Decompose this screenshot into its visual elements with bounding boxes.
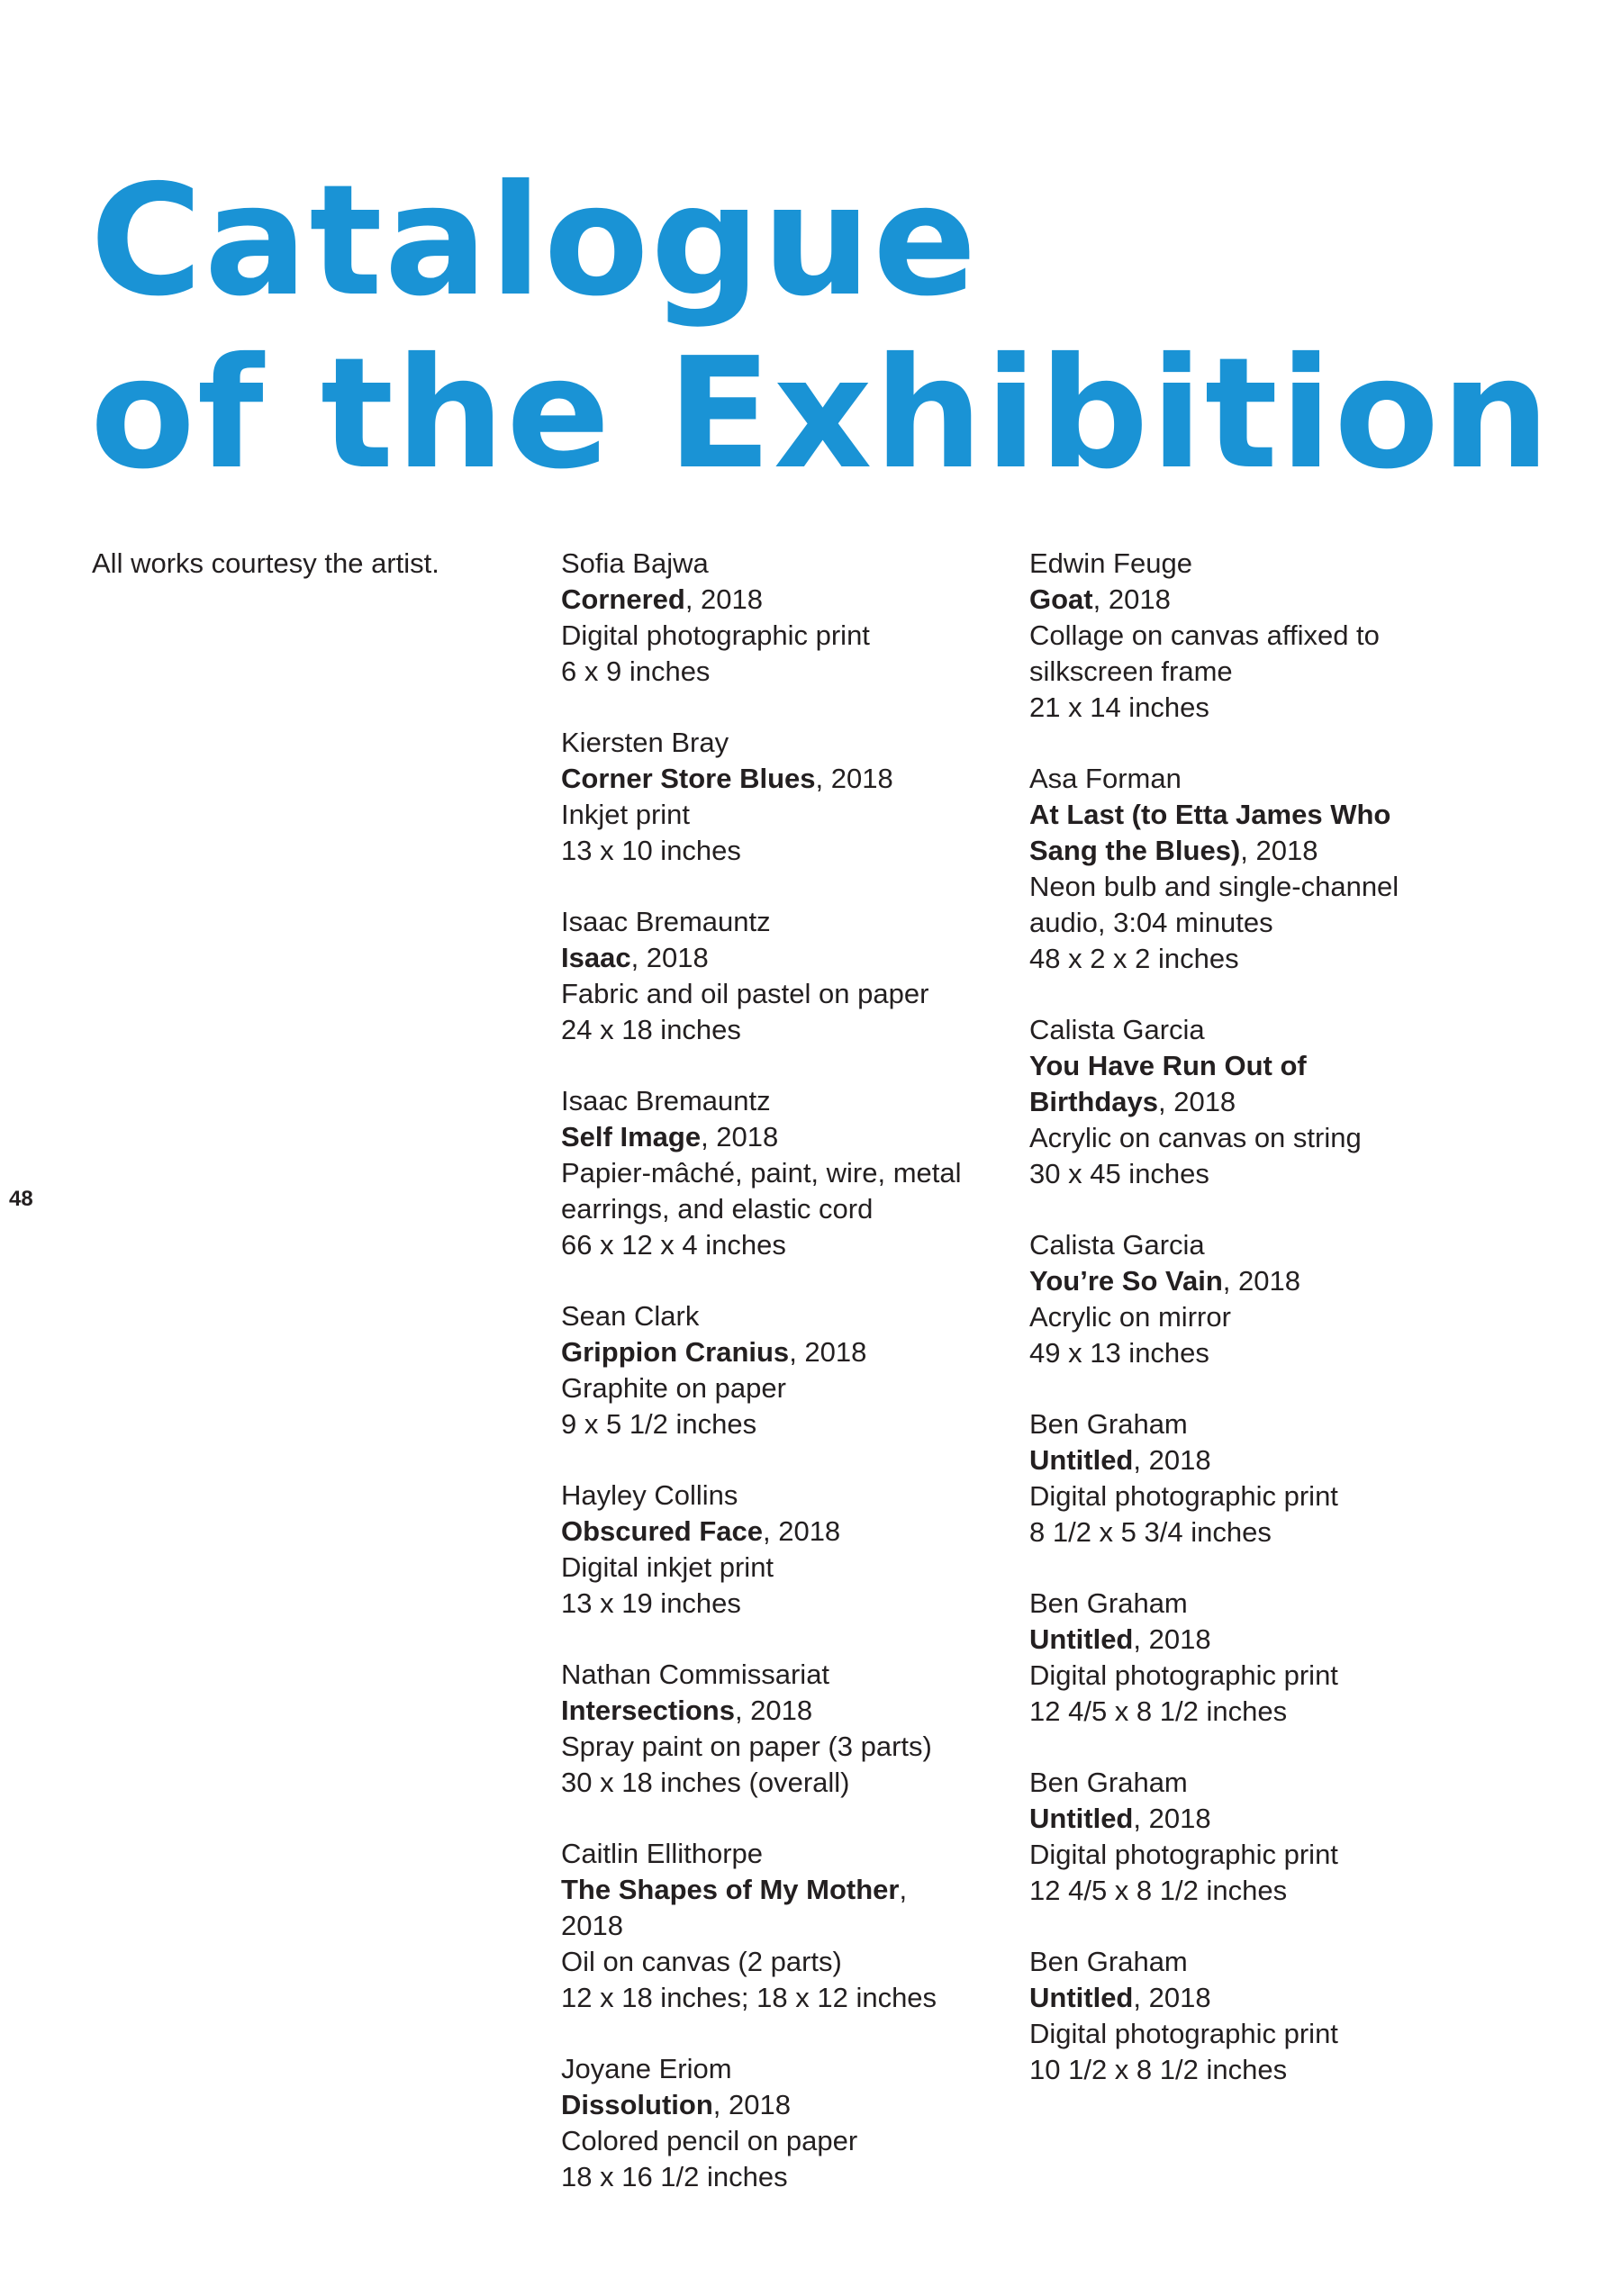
- artwork-medium: Digital photographic print: [561, 619, 870, 651]
- artwork-dimensions: 48 x 2 x 2 inches: [1029, 943, 1239, 974]
- artwork-medium: Digital photographic print: [1029, 1480, 1338, 1512]
- artwork-year: , 2018: [1133, 1803, 1211, 1834]
- title-line-1: Catalogue: [90, 152, 979, 330]
- catalogue-column-1: [561, 546, 984, 2230]
- artwork-title: Isaac: [561, 942, 631, 973]
- artwork-year: , 2018: [734, 1695, 813, 1726]
- artwork-dimensions: 30 x 18 inches (overall): [561, 1767, 850, 1798]
- artwork-medium: audio, 3:04 minutes: [1029, 907, 1273, 938]
- artwork-year: , 2018: [762, 1515, 841, 1547]
- artwork-year: , 2018: [1240, 835, 1318, 866]
- artwork-medium: Acrylic on canvas on string: [1029, 1122, 1362, 1153]
- artwork-title: Dissolution: [561, 2089, 713, 2120]
- catalogue-entry: [561, 1298, 984, 1442]
- artwork-dimensions: 24 x 18 inches: [561, 1014, 741, 1045]
- artwork-dimensions: 13 x 10 inches: [561, 835, 741, 866]
- artist-name: Calista Garcia: [1029, 1014, 1205, 1045]
- artwork-year: , 2018: [701, 1121, 779, 1153]
- artwork-medium: Digital photographic print: [1029, 1839, 1338, 1870]
- catalogue-entry: [1029, 1012, 1444, 1192]
- artwork-title-line: [1029, 1048, 1444, 1084]
- artwork-year: , 2018: [815, 763, 893, 794]
- artist-name: Joyane Eriom: [561, 2053, 732, 2084]
- page-title: [90, 152, 1553, 503]
- artwork-year: , 2018: [684, 583, 764, 615]
- artist-name: Isaac Bremauntz: [561, 906, 771, 937]
- catalogue-entry: [1029, 1406, 1444, 1550]
- artist-name: Edwin Feuge: [1029, 547, 1192, 579]
- artist-name: Sean Clark: [561, 1300, 700, 1332]
- artwork-dimensions: 13 x 19 inches: [561, 1587, 741, 1619]
- catalogue-entry: [561, 904, 984, 1048]
- artist-name: Calista Garcia: [1029, 1229, 1205, 1261]
- artwork-dimensions: 6 x 9 inches: [561, 655, 711, 687]
- artwork-medium: Collage on canvas affixed to: [1029, 619, 1380, 651]
- artwork-title: You’re So Vain: [1029, 1265, 1223, 1297]
- artist-name: Ben Graham: [1029, 1408, 1188, 1440]
- artwork-year: , 2018: [630, 942, 709, 973]
- artwork-title: At Last (to Etta James Who: [1029, 799, 1391, 830]
- artwork-medium: Papier-mâché, paint, wire, metal: [561, 1157, 962, 1189]
- artwork-title: Untitled: [1029, 1982, 1134, 2013]
- artist-name: Caitlin Ellithorpe: [561, 1838, 763, 1869]
- artwork-title-line: [561, 582, 984, 618]
- artwork-title-line: [561, 2087, 984, 2123]
- artwork-title-continued: Sang the Blues): [1029, 835, 1241, 866]
- artwork-medium: Neon bulb and single-channel: [1029, 871, 1399, 902]
- artwork-dimensions: 12 4/5 x 8 1/2 inches: [1029, 1875, 1288, 1906]
- artwork-title-line: [561, 1693, 984, 1729]
- artwork-title: Self Image: [561, 1121, 702, 1153]
- artwork-title-line: [561, 1872, 984, 1908]
- artist-name: Isaac Bremauntz: [561, 1085, 771, 1116]
- artwork-title-line: [1029, 1622, 1444, 1658]
- artwork-title-line: [561, 761, 984, 797]
- artwork-medium: Digital photographic print: [1029, 2018, 1338, 2049]
- artwork-medium: Acrylic on mirror: [1029, 1301, 1231, 1333]
- artwork-dimensions: 49 x 13 inches: [1029, 1337, 1209, 1369]
- catalogue-entry: [561, 546, 984, 690]
- artwork-title-line: [561, 940, 984, 976]
- artwork-year: , 2018: [1133, 1982, 1211, 2013]
- artwork-title-line: [561, 1119, 984, 1155]
- artwork-dimensions: 10 1/2 x 8 1/2 inches: [1029, 2054, 1288, 2085]
- artwork-title-line: [1029, 797, 1444, 833]
- page-number: 48: [9, 1187, 33, 1211]
- artwork-medium: earrings, and elastic cord: [561, 1193, 874, 1225]
- catalogue-entry: [561, 725, 984, 869]
- artwork-dimensions: 12 x 18 inches; 18 x 12 inches: [561, 1982, 937, 2013]
- catalogue-entry: [561, 1836, 984, 2016]
- artwork-dimensions: 30 x 45 inches: [1029, 1158, 1209, 1189]
- artwork-dimensions: 9 x 5 1/2 inches: [561, 1408, 757, 1440]
- artist-name: Nathan Commissariat: [561, 1659, 830, 1690]
- catalogue-entry: [1029, 1944, 1444, 2088]
- artwork-medium: Spray paint on paper (3 parts): [561, 1731, 932, 1762]
- artwork-medium: Digital inkjet print: [561, 1551, 774, 1583]
- catalogue-entry: [1029, 761, 1444, 977]
- artwork-year: ,: [899, 1874, 908, 1905]
- artwork-title-line: [1029, 1442, 1444, 1478]
- artist-name: Hayley Collins: [561, 1479, 738, 1511]
- catalogue-entry: [561, 1083, 984, 1263]
- artist-name: Asa Forman: [1029, 763, 1182, 794]
- artwork-title-line: [1029, 1084, 1444, 1120]
- artwork-title-line: [561, 1334, 984, 1370]
- artwork-title-line: [1029, 582, 1444, 618]
- artwork-year: , 2018: [712, 2089, 791, 2120]
- artist-name: Ben Graham: [1029, 1587, 1188, 1619]
- artwork-medium: Fabric and oil pastel on paper: [561, 978, 929, 1009]
- artwork-year: , 2018: [1092, 583, 1171, 615]
- artwork-dimensions: 66 x 12 x 4 inches: [561, 1229, 786, 1261]
- courtesy-note: All works courtesy the artist.: [92, 547, 439, 579]
- artwork-year: , 2018: [1133, 1623, 1211, 1655]
- artwork-title: You Have Run Out of: [1029, 1050, 1307, 1081]
- catalogue-entry: [1029, 1586, 1444, 1730]
- artwork-title: Grippion Cranius: [561, 1336, 790, 1368]
- catalogue-entry: [561, 1657, 984, 1801]
- artwork-dimensions: 18 x 16 1/2 inches: [561, 2161, 788, 2192]
- artwork-dimensions: 12 4/5 x 8 1/2 inches: [1029, 1695, 1288, 1727]
- artwork-medium: silkscreen frame: [1029, 655, 1233, 687]
- artwork-title: Untitled: [1029, 1623, 1134, 1655]
- artist-name: Kiersten Bray: [561, 727, 729, 758]
- artwork-title: Goat: [1029, 583, 1093, 615]
- artwork-title-line: [1029, 1980, 1444, 2016]
- catalogue-column-2: [1029, 546, 1444, 2123]
- catalogue-entry: [1029, 546, 1444, 726]
- artwork-year: , 2018: [1133, 1444, 1211, 1476]
- artwork-year: 2018: [561, 1910, 623, 1941]
- artwork-medium: Digital photographic print: [1029, 1659, 1338, 1691]
- artwork-title: Corner Store Blues: [561, 763, 816, 794]
- artwork-title: Untitled: [1029, 1444, 1134, 1476]
- artwork-year: , 2018: [1157, 1086, 1236, 1117]
- artwork-medium: Graphite on paper: [561, 1372, 786, 1404]
- artwork-year: , 2018: [1222, 1265, 1300, 1297]
- artist-name: Sofia Bajwa: [561, 547, 709, 579]
- catalogue-entry: [1029, 1765, 1444, 1909]
- title-line-2: of the Exhibition: [90, 325, 1553, 503]
- artwork-medium: Oil on canvas (2 parts): [561, 1946, 842, 1977]
- artwork-title: Untitled: [1029, 1803, 1134, 1834]
- artwork-title-line: [1029, 1263, 1444, 1299]
- artwork-title: Intersections: [561, 1695, 735, 1726]
- artwork-medium: Colored pencil on paper: [561, 2125, 858, 2156]
- artwork-title: Obscured Face: [561, 1515, 763, 1547]
- artwork-year: , 2018: [789, 1336, 867, 1368]
- catalogue-entry: [561, 2051, 984, 2195]
- catalogue-entry: [561, 1478, 984, 1622]
- artist-name: Ben Graham: [1029, 1946, 1188, 1977]
- artwork-title: The Shapes of My Mother: [561, 1874, 900, 1905]
- artwork-medium: Inkjet print: [561, 799, 691, 830]
- artwork-dimensions: 21 x 14 inches: [1029, 692, 1209, 723]
- artwork-title-line: [561, 1514, 984, 1550]
- catalogue-entry: [1029, 1227, 1444, 1371]
- artist-name: Ben Graham: [1029, 1767, 1188, 1798]
- artwork-title-line: [1029, 833, 1444, 869]
- artwork-title-line: [1029, 1801, 1444, 1837]
- artwork-dimensions: 8 1/2 x 5 3/4 inches: [1029, 1516, 1272, 1548]
- artwork-title-continued: Birthdays: [1029, 1086, 1158, 1117]
- artwork-title: Cornered: [561, 583, 685, 615]
